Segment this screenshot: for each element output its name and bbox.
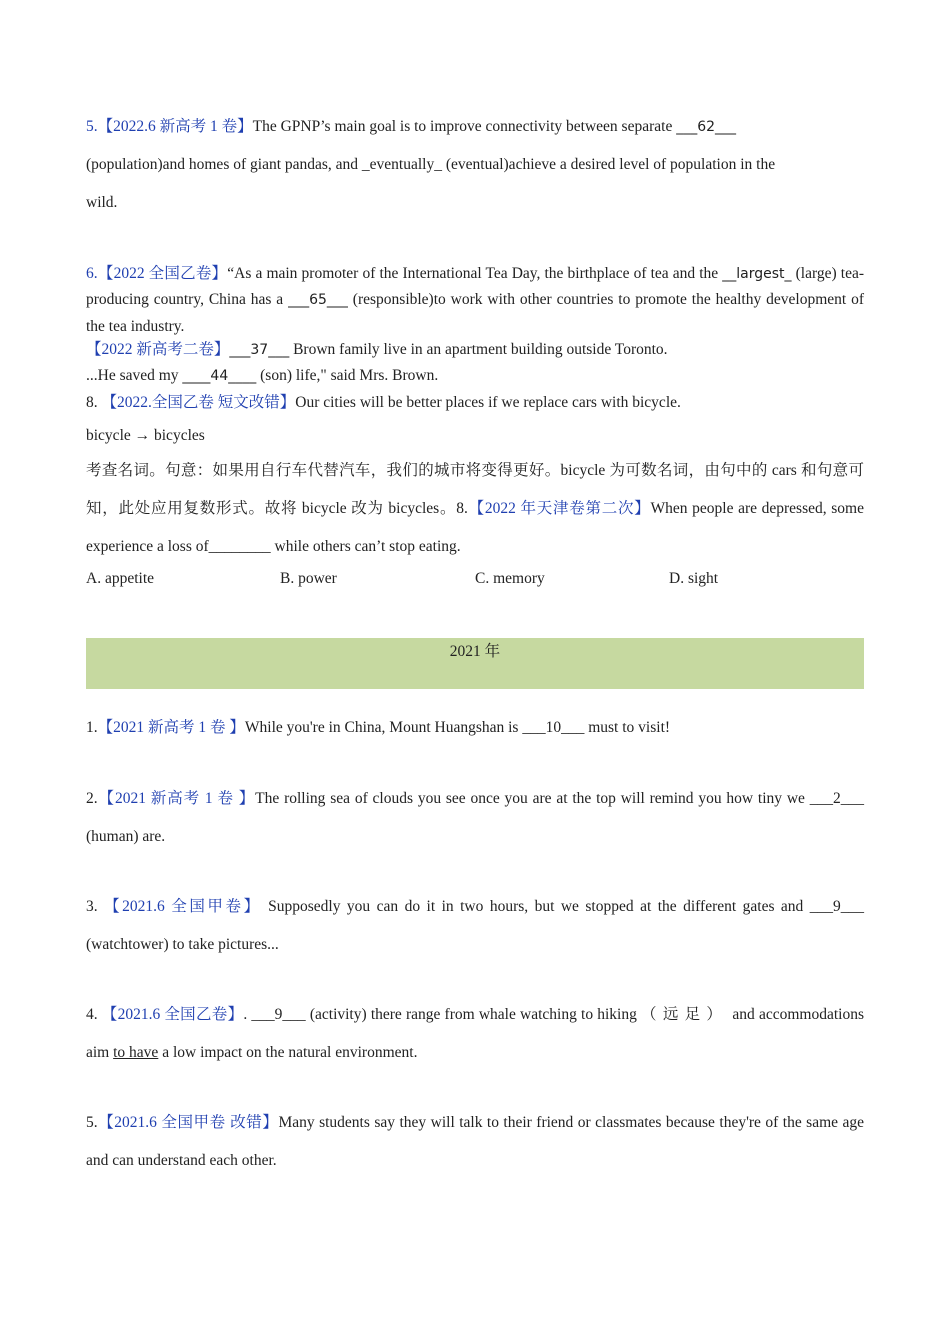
- question-line: [86, 337, 864, 363]
- question-text: When people are depressed, some experience a loss of: [86, 500, 864, 555]
- question-text: Supposedly you can do it in two hours, but we stopped at the different gates and: [268, 898, 810, 915]
- option-b: B. power: [280, 570, 337, 587]
- source-tag: 【2021 新高考 1 卷 】: [97, 719, 245, 736]
- source-tag: 【2021.6 全国甲卷】: [104, 898, 262, 915]
- source-tag: 【2022 全国乙卷】: [97, 265, 228, 282]
- question-2022-5: [86, 108, 864, 222]
- question-text: must to visit!: [584, 719, 671, 736]
- answer-blank: ___9___: [809, 898, 865, 915]
- options-row: [86, 570, 864, 594]
- question-text: Many students say they will talk to their friend or classmates because they're of the same age and can understand each other.: [86, 1114, 864, 1169]
- question-2021-2: [86, 780, 864, 856]
- answer-blank: ___2___: [809, 790, 864, 807]
- underlined-phrase: to have: [113, 1044, 159, 1061]
- option-d: D. sight: [669, 570, 719, 587]
- question-2021-4: [86, 996, 864, 1072]
- answer-blank: ________: [208, 538, 271, 555]
- question-number: 8.: [456, 500, 468, 517]
- option-a: A. appetite: [86, 570, 155, 587]
- question-text: The GPNP’s main goal is to improve connectivity between separate: [252, 118, 677, 135]
- question-number: 6.: [86, 265, 98, 282]
- answer-blank: __largest_: [722, 266, 792, 282]
- source-tag: 【2022 年天津卷第二次】: [467, 500, 651, 517]
- question-number: 8.: [86, 393, 98, 411]
- question-number: 5.: [86, 118, 98, 135]
- question-2022-7: [86, 337, 864, 415]
- question-text: (eventual)achieve a desired level of population in the: [441, 156, 776, 173]
- answer-line: [86, 424, 864, 448]
- question-text: ...He saved my: [86, 367, 183, 385]
- question-text: (large) tea-producing country, China has a: [86, 265, 864, 309]
- question-text: (human) are.: [86, 828, 166, 845]
- explanation-and-question-8b: [86, 452, 864, 566]
- question-2021-3: [86, 888, 864, 964]
- question-number: 4.: [86, 1006, 98, 1023]
- question-2022-6: [86, 261, 864, 339]
- question-number: 2.: [86, 790, 98, 807]
- answer-blank: ___37___: [229, 342, 290, 358]
- answer-blank: ___62___: [676, 119, 737, 135]
- answer-blank: ____44____: [182, 368, 257, 385]
- question-text: The rolling sea of clouds you see once you are at the top will remind you how tiny we: [255, 790, 810, 807]
- source-tag: 【2021 新高考 1 卷 】: [97, 790, 256, 807]
- question-text: Our cities will be better places if we replace cars with bicycle.: [295, 393, 681, 411]
- question-text: (activity) there range from whale watching to hiking: [305, 1006, 642, 1023]
- source-tag: 【2021.6 全国乙卷】: [101, 1006, 244, 1023]
- question-text: wild.: [86, 194, 118, 211]
- question-text: While you're in China, Mount Huangshan is: [244, 719, 523, 736]
- question-number: 5.: [86, 1114, 98, 1131]
- chinese-note: （远足）: [641, 1006, 729, 1023]
- section-title: 2021 年: [449, 643, 501, 660]
- answer-blank: _eventually_: [361, 156, 442, 173]
- option-c: C. memory: [475, 570, 545, 587]
- section-header-2021: [86, 638, 864, 689]
- question-2021-5: [86, 1104, 864, 1180]
- source-tag: 【2022.6 新高考 1 卷】: [97, 118, 253, 135]
- answer-blank: ___65___: [288, 292, 348, 309]
- question-text: “As a main promoter of the International Tea Day, the birthplace of tea and the: [227, 265, 723, 282]
- source-tag: 【2022.全国乙卷 短文改错】: [101, 393, 296, 411]
- question-number: 3.: [86, 898, 98, 915]
- answer-blank: ___10___: [522, 719, 585, 736]
- question-text: Brown family live in an apartment building outside Toronto.: [289, 341, 668, 358]
- question-line: [86, 363, 864, 389]
- question-text: (watchtower) to take pictures...: [86, 936, 279, 953]
- question-text: a low impact on the natural environment.: [158, 1044, 418, 1061]
- question-2021-1: [86, 716, 864, 740]
- answer-text: bicycle → bicycles: [86, 427, 205, 444]
- question-text: (population)and homes of giant pandas, and: [86, 156, 362, 173]
- source-tag: 【2021.6 全国甲卷 改错】: [97, 1114, 279, 1131]
- question-text: (son) life," said Mrs. Brown.: [256, 367, 439, 385]
- explanation-text: 考查名词。句意：如果用自行车代替汽车，我们的城市将变得更好。bicycle 为可数名词，由句中的 cars 和句意可知，此处应用复数形式。故将 bicycle 改为 bicycles。: [86, 462, 864, 517]
- question-text: while others can’t stop eating.: [270, 538, 461, 555]
- question-text: (responsible)to work with other countries to promote the healthy development of the tea industry.: [86, 291, 864, 335]
- question-line: [86, 390, 864, 415]
- question-number: 1.: [86, 719, 98, 736]
- question-text: and accommodations aim: [86, 1006, 864, 1061]
- question-text: .: [243, 1006, 252, 1023]
- source-tag: 【2022 新高考二卷】: [86, 341, 230, 358]
- answer-blank: ___9___: [251, 1006, 306, 1023]
